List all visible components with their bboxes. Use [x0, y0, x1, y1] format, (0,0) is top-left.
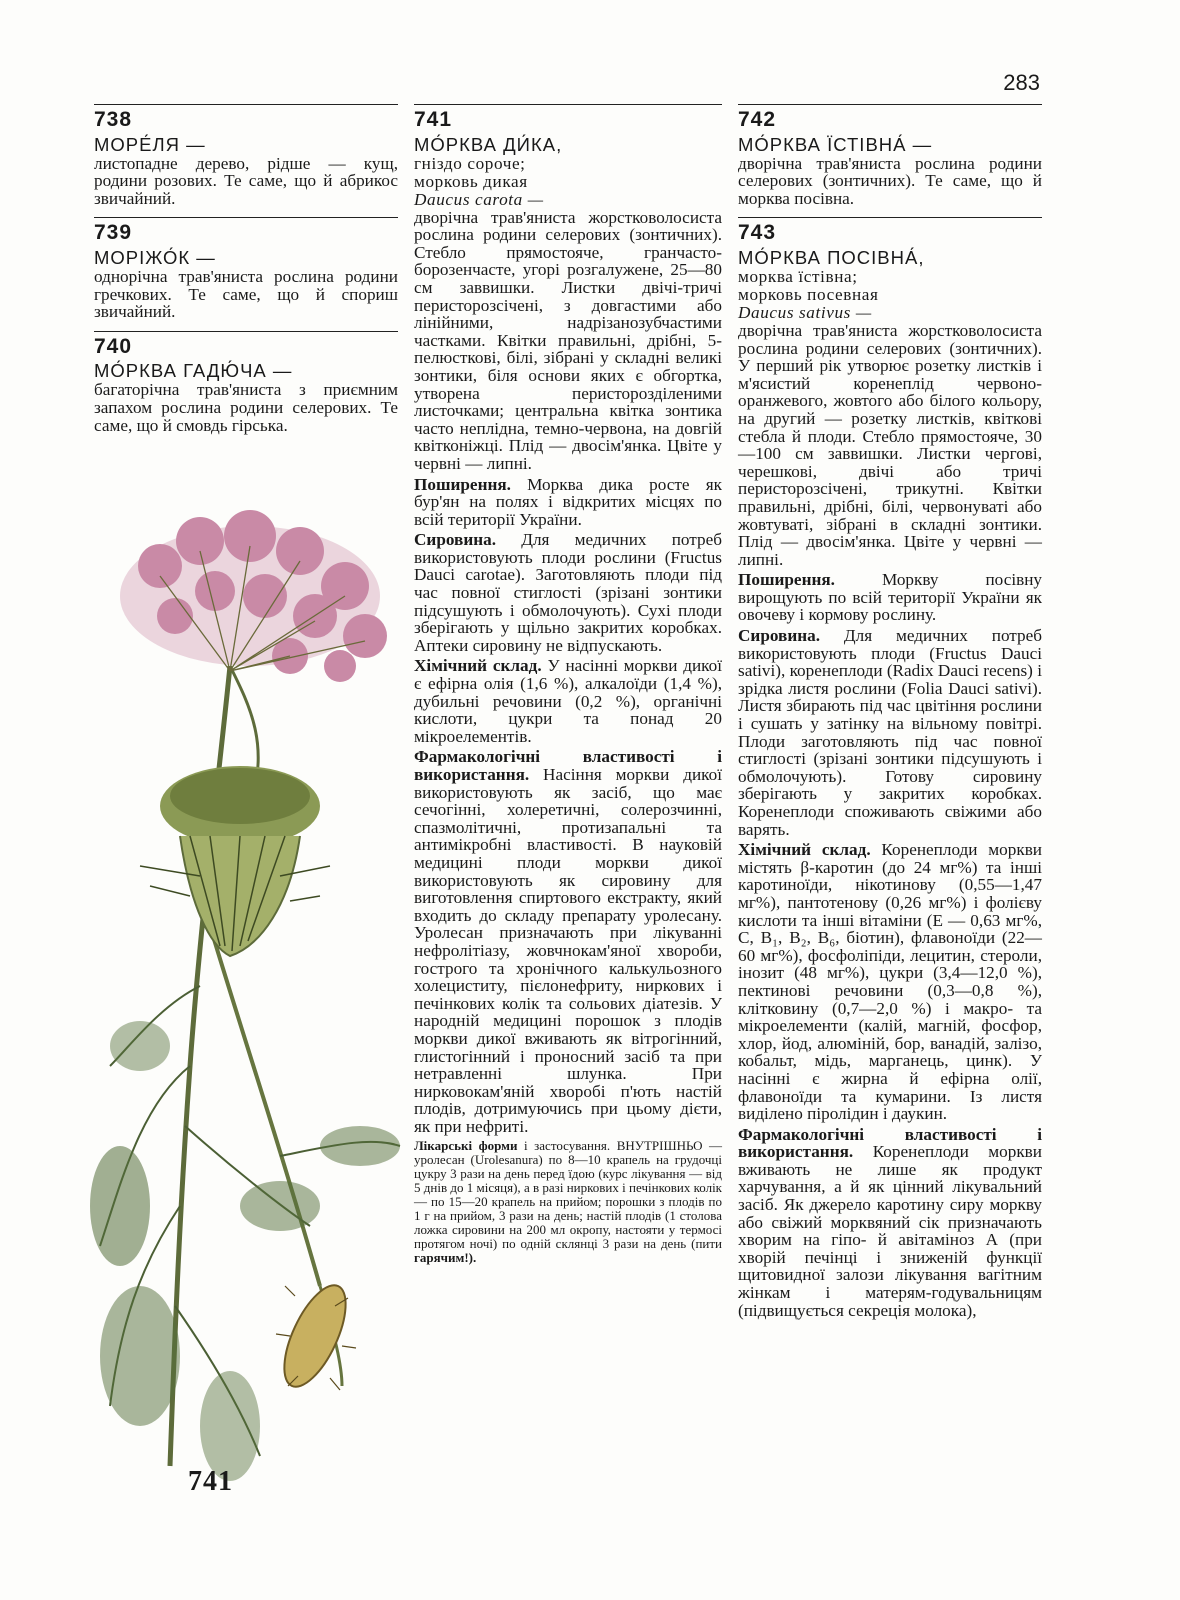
entry-text: багаторічна трав'яниста з приємним запахом рослина родини селерових. Те саме, що й смовдь гірська.: [94, 380, 398, 435]
entry-title: МОРЕ́ЛЯ —: [94, 133, 206, 155]
section-raw: [738, 627, 1042, 838]
entry-title: МО́РКВА ГАДЮ́ЧА —: [94, 360, 293, 382]
section-chem: [414, 657, 722, 745]
section-label: Фармакологічні властивості і використання.: [738, 1124, 1042, 1162]
section-forms: [414, 1139, 722, 1265]
synonym: гніздо сороче;: [414, 153, 526, 173]
section-pharm: [738, 1126, 1042, 1320]
figure-number: 741: [188, 1466, 233, 1497]
section-text: Моркву посівну вирощують по всій території України як овочеву і кормову рослину.: [738, 570, 1043, 625]
page-number: 283: [1003, 70, 1040, 95]
entry-title: МОРІЖО́К —: [94, 246, 216, 268]
column-right: [738, 104, 1042, 1329]
synonym: морква їстівна;: [738, 266, 858, 286]
section-spread: [738, 571, 1042, 624]
entry-739: [94, 217, 398, 320]
entry-number: 741: [414, 108, 453, 131]
section-text: Для медичних потреб використовують плоди (Fructus Dauci sativi), коренеплоди (Radix Dauci recens) і зрідка листя рослини (Folia Dauci sativi). Листя збирають під час цвітіння рослини і сушать у затінку на вільному повітрі. Плоди заготовляють під час повної стиглості (зрізані зонтики підсушують і обмолочують). Готову сировину зберігають у закритих коробках. Коренеплоди споживають свіжими або варять.: [738, 626, 1042, 839]
latin-name: Daucus sativus —: [738, 302, 872, 322]
entry-740: [94, 331, 398, 434]
section-label: Фармакологічні властивості і використання.: [414, 747, 722, 784]
section-label-cont: і застосування.: [524, 1138, 611, 1154]
synonym: морковь дикая: [414, 171, 528, 191]
column-left: [94, 104, 398, 444]
section-chem: [738, 841, 1042, 1123]
section-text-end: гарячим!).: [414, 1250, 477, 1266]
entry-741: [414, 104, 722, 1265]
entry-text: однорічна трав'яниста рослина родини гречкових. Те саме, що й спориш звичайний.: [94, 266, 398, 322]
entry-number: 738: [94, 108, 133, 131]
entry-number: 739: [94, 221, 133, 245]
section-text: У насінні моркви дикої є ефірна олія (1,6 %), алкалоїди (1,4 %), дубильні речовини (0,2 %), органічні кислоти, цукри та понад 20 мікроелементів.: [414, 656, 722, 746]
entry-738: [94, 104, 398, 207]
section-spread: [414, 476, 722, 529]
entry-742: [738, 104, 1042, 207]
section-raw: [414, 531, 722, 654]
entry-number: 743: [738, 221, 777, 245]
section-text: Насіння моркви дикої використовують як засіб, що має сечогінні, холеретичні, солерозчинні, спазмолітичні, протизапальні та антимікробні властивості. В науковій медицині плоди моркви дикої використовують як сировину для виготовлення спиртового екстракту, який входить до складу препарату уролесану. Уролесан призначають при лікуванні нефролітіазу, жовчнокам'яної хвороби, гострого та хронічного калькульозного холециститу, пієлонефриту, ниркових і печінкових колік та сольових діатезів. У народній медицині порошок з плодів моркви дикої вживають як вітрогінний, глистогінний і проносний засіб та при нетравленні шлунка. При нирковокам'яній хворобі п'ють настій плодів, дотримуючись при цьому дієти, як при нефриті.: [414, 765, 722, 1136]
column-middle: [414, 104, 722, 1275]
entry-text: дворічна трав'яниста рослина родини селерових (зонтичних). Те саме, що й морква посівна.: [738, 153, 1042, 208]
section-label: Поширення.: [414, 474, 511, 494]
entry-number: 740: [94, 334, 133, 358]
carrot-plant-illustration: [80, 506, 410, 1536]
section-text: Для медичних потреб використовують плоди рослини (Fructus Dauci carotae). Заготовляють плоди під час повної стиглості (зрізані зонтики підсушують і обмолочують). Сухі плоди зберігають у щільно закритих коробках. Аптеки сировину не відпускають.: [414, 530, 722, 655]
section-text: Морква дика росте як бур'ян на полях і відкритих місцях по всій території України.: [414, 474, 722, 529]
entry-description: дворічна трав'яниста жорстковолосиста рослина родини селерових (зонтичних). У перший рік утворює розетку листків і м'ясистий коренеплід червоно-оранжевого, жовтого або білого кольору, на другий — розетку листків, квіткові стебла й плоди. Стебло прямостояче, 30—100 см заввишки. Листки чергові, черешкові, двічі або тричі перисторозсічені, трикутні. Квітки правильні, дрібні, білі, червонуваті або жовтуваті, зібрані в складні зонтики. Плід — двосім'янка. Цвіте у червні — липні.: [738, 320, 1042, 569]
entry-text: листопадне дерево, рідше — кущ, родини розових. Те саме, що й абрикос звичайний.: [94, 153, 398, 208]
section-pharm: [414, 748, 722, 1135]
section-text: ВНУТРІШНЬО — уролесан (Urolesanura) по 8—10 крапель на грудочці цукру 3 рази на день перед їдою (курс лікування — від 5 днів до 1 місяця), а в разі ниркових і печінкових колік — по 15—20 крапель на прийом; порошки з плодів по 1 г на прийом, 3 рази на день; настій плодів (1 столова ложка сировини на 200 мл окропу, настояти у термосі протягом ночі) по одній склянці 3 рази на день (пити: [414, 1138, 723, 1252]
section-text: Коренеплоди моркви вживають не лише як продукт харчування, а й як цінний лікувальний засіб. Як джерело каротину сиру моркву або свіжий морквяний сік призначають хворим на гіпо- й авітаміноз А (при хворій печінці і зниженій функції щитовидної залози лікування вагітним жінкам і матерям-годувальницям (підвищується секреція молока),: [738, 1142, 1042, 1320]
section-text: Коренеплоди моркви містять β-каротин (до 24 мг%) та інші каротиноїди, нікотинову (0,55—1,47 мг%), пантотенову (0,26 мг%) і фолієву кислоти та інші вітаміни (Е — 0,63 мг%, С, B₁, B₂, B₆, біотин), флавоноїди (22—60 мг%), фосфоліпіди, лецитин, стероли, інозит (48 мг%), цукри (3,4—12,0 %), пектинові речовини (0,3—0,8 %), клітковину (0,7—2,0 %) і макро- та мікроелементи (калій, магній, фосфор, хлор, йод, алюміній, бор, ванадій, залізо, кобальт, мідь, марганець, цинк). У насінні є жирна й ефірна олії, флавоноїди та кумарини. Із листя виділено піролідин і даукин.: [738, 840, 1043, 1124]
section-label: Хімічний склад.: [414, 656, 542, 676]
section-label: Сировина.: [414, 530, 497, 550]
latin-name: Daucus carota —: [414, 189, 544, 209]
entry-743: [738, 217, 1042, 1319]
entry-title: МО́РКВА ЇСТІВНА́ —: [738, 133, 933, 155]
section-label: Поширення.: [738, 570, 835, 590]
entry-title: МО́РКВА ПОСІВНА́,: [738, 246, 925, 268]
section-label: Хімічний склад.: [738, 840, 871, 860]
entry-description: дворічна трав'яниста жорстковолосиста рослина родини селерових (зонтичних). Стебло прямостояче, гранчасто-борозенчасте, угорі розгалужене, 25—80 см заввишки. Листки двічі-тричі перисторозсічені, з довгастими або лінійними, надрізанозубчастими частками. Квітки правильні, дрібні, 5-пелюсткові, білі, зібрані у складні великі зонтики, біля основи яких є обгортка, утворена перисторозділеними листочками; центральна квітка зонтика часто неплідна, темно-червона, на довгій квітконіжці. Плід — двосім'янка. Цвіте у червні — липні.: [414, 207, 722, 473]
entry-title: МО́РКВА ДИ́КА,: [414, 133, 563, 155]
synonym: морковь посевная: [738, 284, 879, 304]
section-label: Сировина.: [738, 626, 821, 646]
section-label: Лікарські форми: [414, 1138, 518, 1154]
entry-number: 742: [738, 108, 777, 131]
